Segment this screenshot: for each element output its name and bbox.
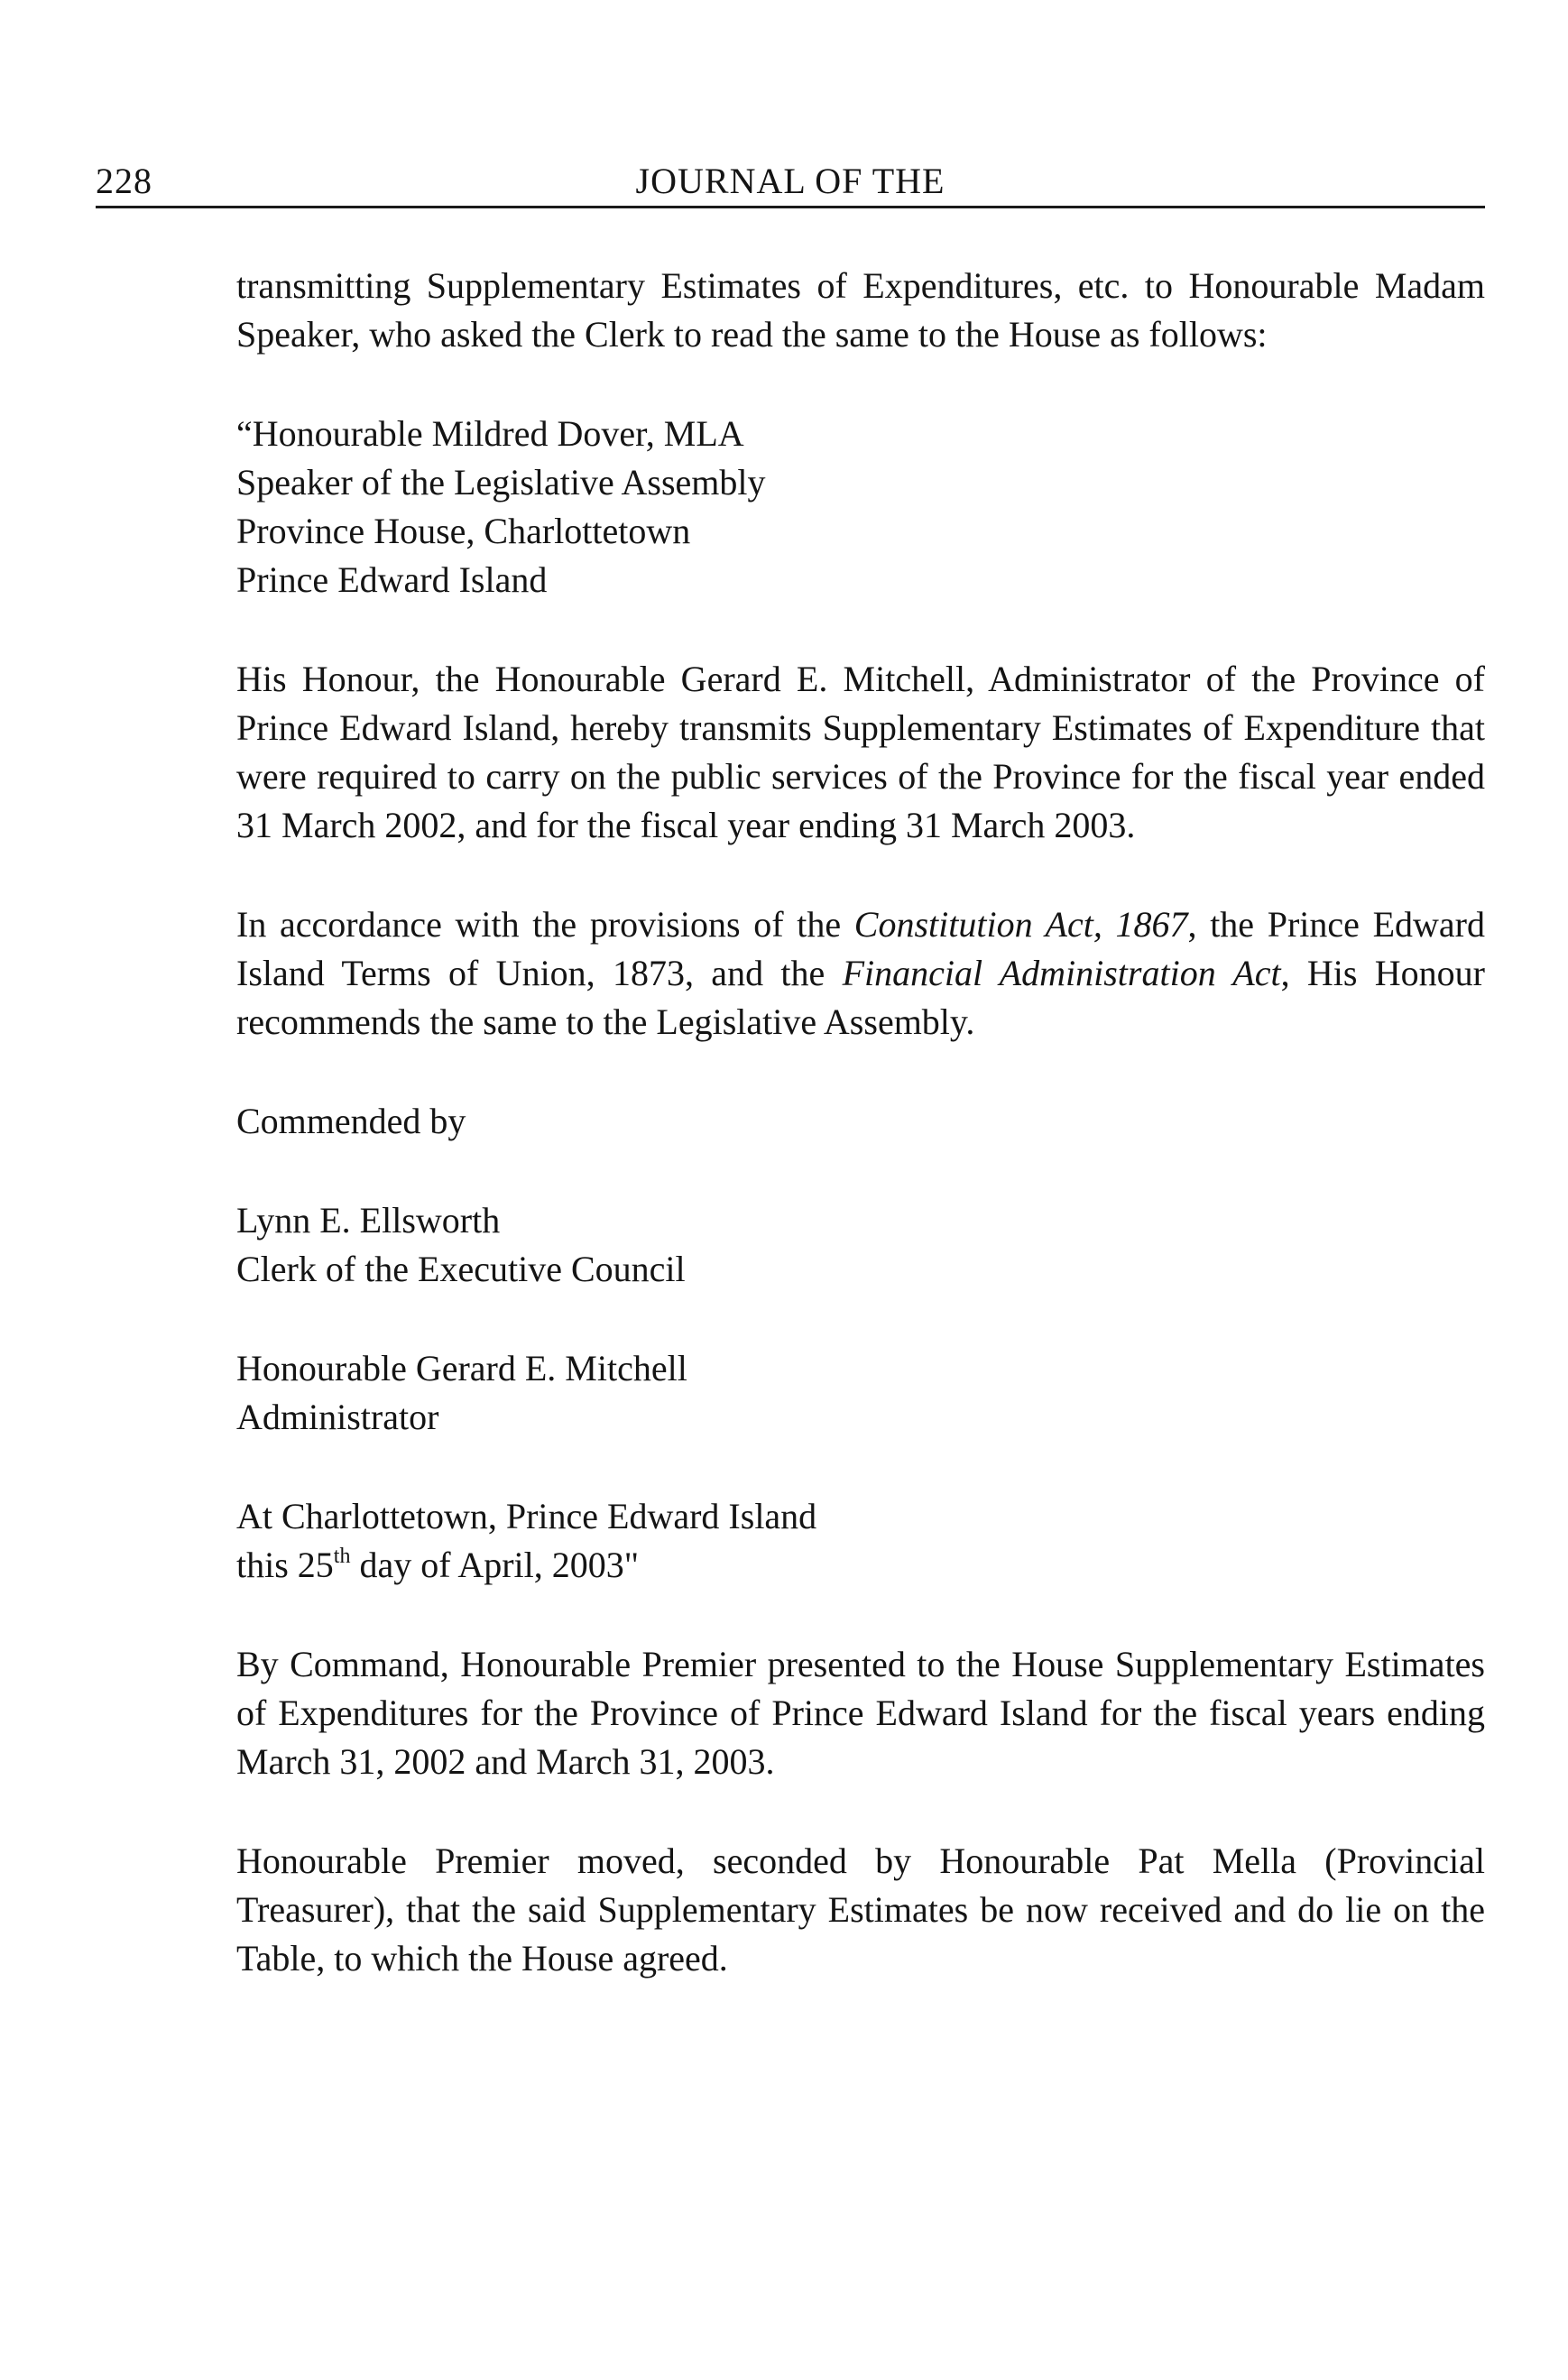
speaker-address-block <box>236 410 1485 604</box>
date-text: this 25 <box>236 1545 334 1585</box>
accordance-text: , His Honour recommends the same to the Legislative Assembly. <box>236 953 1485 1042</box>
accordance-text: In accordance with the provisions of the <box>236 904 854 945</box>
address-line: “Honourable Mildred Dover, MLA <box>236 413 744 454</box>
financial-administration-act-title: Financial Administration Act <box>842 953 1281 993</box>
address-line: Speaker of the Legislative Assembly <box>236 462 766 503</box>
date-line <box>236 1541 1485 1590</box>
administrator-title: Administrator <box>236 1397 439 1437</box>
clerk-name: Lynn E. Ellsworth <box>236 1200 501 1241</box>
running-head: JOURNAL OF THE <box>635 161 945 201</box>
page-number: 228 <box>96 161 152 201</box>
constitution-act-title: Constitution Act, 1867 <box>853 904 1188 945</box>
motion-paragraph: Honourable Premier moved, seconded by Honourable Pat Mella (Provincial Treasurer), that the said Supplementary Estimates be now received and do lie on the Table, to which the House agreed. <box>236 1840 1485 1979</box>
clerk-signature-block <box>236 1196 1485 1294</box>
command-paragraph: By Command, Honourable Premier presented to the House Supplementary Estimates of Expenditures for the Province of Prince Edward Island for the fiscal years ending March 31, 2002 and March 31, 2003. <box>236 1644 1485 1782</box>
date-text: day of April, 2003" <box>350 1545 640 1585</box>
intro-paragraph: transmitting Supplementary Estimates of Expenditures, etc. to Honourable Madam Speaker, who asked the Clerk to read the same to the House as follows: <box>236 265 1485 355</box>
administrator-name: Honourable Gerard E. Mitchell <box>236 1348 687 1388</box>
place-line: At Charlottetown, Prince Edward Island <box>236 1496 817 1536</box>
address-line: Prince Edward Island <box>236 559 548 600</box>
administrator-signature-block <box>236 1344 1485 1442</box>
address-line: Province House, Charlottetown <box>236 511 691 551</box>
commended-by-label: Commended by <box>236 1101 466 1141</box>
journal-body <box>236 262 1485 2034</box>
accordance-text: , the Prince Edward Island Terms of Union, 1873, and the <box>236 904 1486 993</box>
clerk-title: Clerk of the Executive Council <box>236 1249 686 1289</box>
place-date-block <box>236 1492 1485 1590</box>
header-rule <box>96 206 1485 208</box>
accordance-paragraph <box>236 900 1485 1047</box>
page-header <box>96 159 1485 204</box>
date-ordinal-suffix: th <box>333 1545 351 1568</box>
commended-by-block <box>236 1097 1485 1146</box>
transmittal-paragraph: His Honour, the Honourable Gerard E. Mitchell, Administrator of the Province of Prince Edward Island, hereby transmits Supplementary Estimates of Expenditure that were required to carry on the public services of the Province for the fiscal year ended 31 March 2002, and for the fiscal year ending 31 March 2003. <box>236 659 1485 845</box>
